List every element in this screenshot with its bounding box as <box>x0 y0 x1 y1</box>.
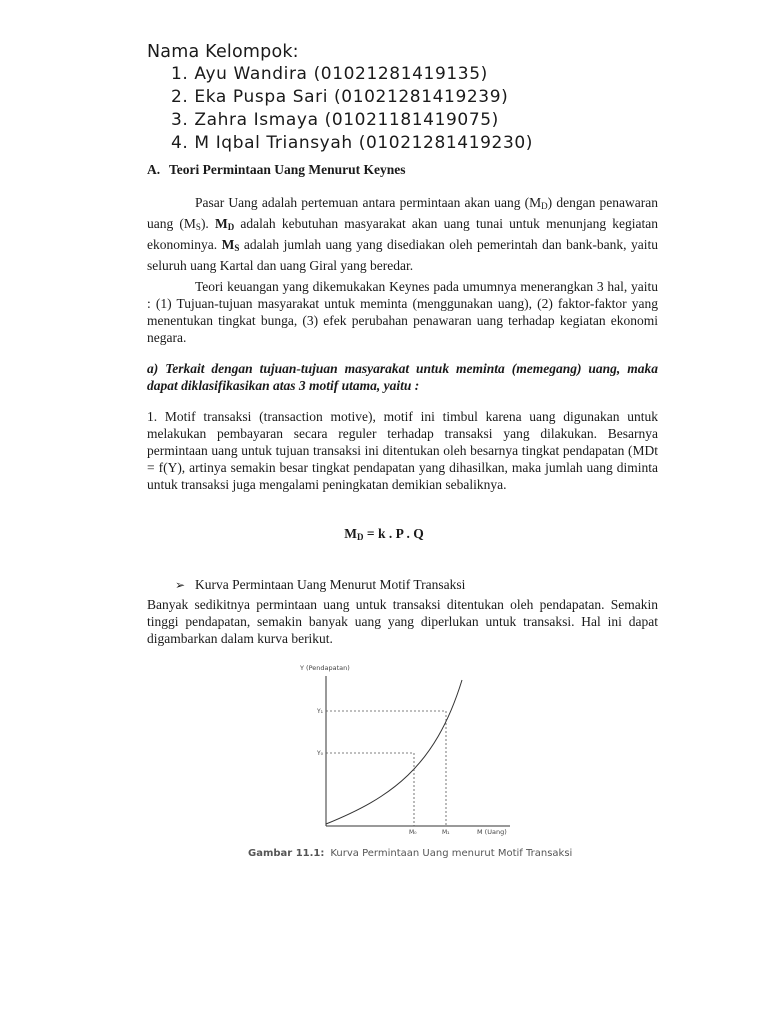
subheading-motives: a) Terkait dengan tujuan-tujuan masyarakat untuk meminta (memegang) uang, maka dapat diklasifikasikan atas 3 motif utama, yaitu : <box>147 361 658 393</box>
tick-m0: M₀ <box>409 829 417 836</box>
tick-y1: Y₁ <box>317 708 324 715</box>
arrow-bullet-icon: ➢ <box>175 578 186 592</box>
paragraph-motif-transaksi: 1. Motif transaksi (transaction motive), motif ini timbul karena uang digunakan untuk melakukan pembayaran secara reguler terhadap transaksi yang dilakukan. Besarnya permintaan uang untuk tujuan transaksi ini ditentukan oleh besarnya tingkat pendapatan (MDt = f(Y), artinya semakin besar tingkat pendapatan yang dihasilkan, maka jumlah uang diminta untuk transaksi juga mengalami peningkatan demikian sebaliknya. <box>147 409 658 492</box>
tick-m1: M₁ <box>442 829 450 836</box>
bullet-kurva <box>175 577 465 593</box>
member-item: 3. Zahra Ismaya (01021181419075) <box>171 110 499 130</box>
section-number: A. <box>147 162 161 177</box>
member-item: 1. Ayu Wandira (01021281419135) <box>171 64 488 84</box>
caption-text: Kurva Permintaan Uang menurut Motif Transaksi <box>330 848 573 859</box>
tick-y0: Y₀ <box>317 750 324 757</box>
paragraph-teori-keynes: Teori keuangan yang dikemukakan Keynes pada umumnya menerangkan 3 hal, yaitu : (1) Tujuan-tujuan masyarakat untuk meminta (menggunakan uang), (2) faktor-faktor yang menentukan tingkat bunga, (3) efek perubahan penawaran uang terhadap kegiatan ekonomi negara. <box>147 279 658 345</box>
y-axis-label: Y (Pendapatan) <box>300 664 350 672</box>
demand-curve <box>326 680 462 824</box>
member-list <box>171 63 533 155</box>
demand-curve-figure <box>280 658 573 868</box>
member-item: 2. Eka Puspa Sari (01021281419239) <box>171 87 509 107</box>
figure-caption <box>248 848 572 859</box>
section-heading <box>147 162 406 178</box>
paragraph-pasar-uang: Pasar Uang adalah pertemuan antara permintaan akan uang $(M_D)$ dengan penawaran uang $(M_S)$. $M_D$ adalah kebutuhan masyarakat akan uang tunai untuk menunjang kegiatan ekonominya. $M_S$ adalah jumlah uang yang disediakan oleh pemerintah dan bank-bank, yaitu seluruh uang Kartal dan uang Giral yang beredar. <box>147 195 658 273</box>
section-title: Teori Permintaan Uang Menurut Keynes <box>169 162 406 177</box>
formula: $M_D = k$ . P . Q <box>344 526 424 542</box>
bullet-text: Kurva Permintaan Uang Menurut Motif Transaksi <box>195 577 466 592</box>
group-title: Nama Kelompok: <box>147 42 299 62</box>
member-item: 4. M Iqbal Triansyah (01021281419230) <box>171 133 534 153</box>
caption-label: Gambar 11.1: <box>248 848 325 859</box>
x-axis-label: M (Uang) <box>477 828 507 836</box>
paragraph-kurva: Banyak sedikitnya permintaan uang untuk transaksi ditentukan oleh pendapatan. Semakin tinggi pendapatan, semakin banyak uang yang diperlukan untuk transaksi. Hal ini dapat digambarkan dalam kurva berikut. <box>147 597 658 646</box>
